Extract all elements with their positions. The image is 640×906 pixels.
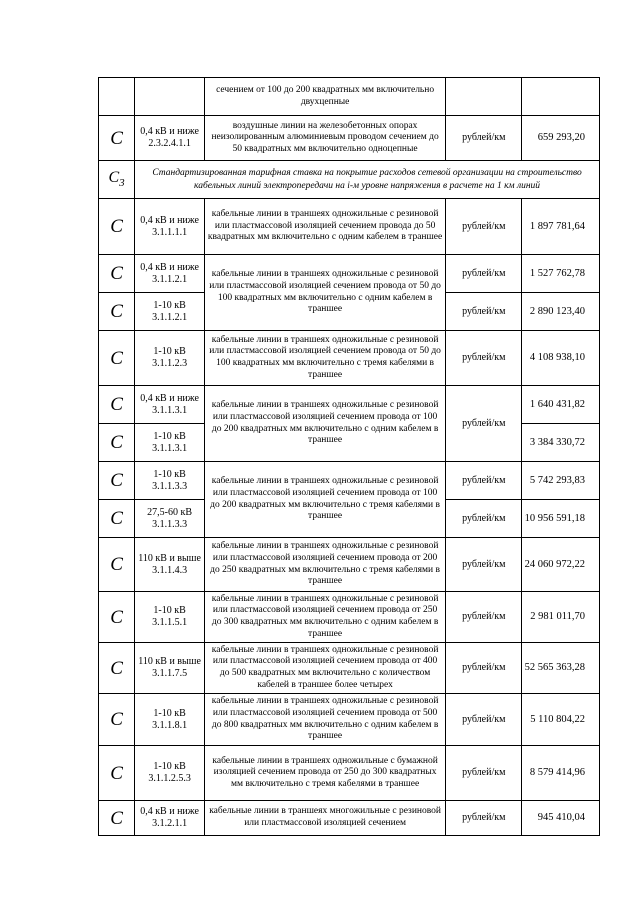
value-cell: 2 981 011,70 — [522, 592, 600, 643]
value-cell: 3 384 330,72 — [522, 424, 600, 462]
level-cell — [135, 746, 205, 801]
description-cell: кабельные линии в траншеях многожильные с резиновой или пластмассовой изоляцией сечением — [205, 801, 446, 836]
description-cell: кабельные линии в траншеях одножильные с резиновой или пластмассовой изоляцией сечением провода от 400 до 500 квадратных мм включительно с количеством кабелей в траншее более четырех — [205, 643, 446, 694]
symbol-cell: C — [99, 592, 135, 643]
rate-code: 3.1.1.3.3 — [152, 480, 188, 492]
value-cell: 5 742 293,83 — [522, 462, 600, 500]
rate-code: 3.1.1.3.3 — [152, 518, 188, 530]
voltage-level: 1-10 кВ — [153, 430, 186, 442]
voltage-level: 110 кВ и выше — [138, 552, 201, 564]
unit-cell: рублей/км — [446, 116, 522, 161]
empty-cell — [446, 78, 522, 116]
table-row — [99, 331, 600, 386]
rate-code: 3.1.1.2.3 — [152, 358, 188, 369]
unit-cell: рублей/км — [446, 694, 522, 746]
level-cell — [135, 293, 205, 331]
level-cell — [135, 500, 205, 538]
voltage-level: 110 кВ и выше — [138, 656, 201, 667]
voltage-level: 0,4 кВ и ниже — [140, 261, 199, 273]
section-symbol-subscript: 3 — [119, 177, 125, 190]
table-row — [99, 462, 600, 500]
rate-code: 3.1.1.4.3 — [152, 564, 188, 576]
voltage-level: 1-10 кВ — [153, 468, 186, 480]
empty-cell — [135, 78, 205, 116]
symbol-cell: C — [99, 746, 135, 801]
voltage-level: 0,4 кВ и ниже — [140, 214, 199, 226]
description-cell: воздушные линии на железобетонных опорах неизолированным алюминиевым проводом сечением до 50 квадратных мм включительно одноцепные — [205, 116, 446, 161]
description-cell: кабельные линии в траншеях одножильные с бумажной изоляцией сечением провода от 250 до 300 квадратных мм включительно с тремя кабелями в траншее — [205, 746, 446, 801]
level-cell — [135, 643, 205, 694]
voltage-level: 0,4 кВ и ниже — [140, 126, 199, 137]
unit-cell: рублей/км — [446, 199, 522, 255]
symbol-cell: C — [99, 643, 135, 694]
value-cell: 52 565 363,28 — [522, 643, 600, 694]
description-cell: кабельные линии в траншеях одножильные с резиновой или пластмассовой изоляцией сечением провода от 100 до 200 квадратных мм включительно с одним кабелем в траншее — [205, 386, 446, 462]
tariff-table — [98, 77, 600, 836]
rate-code: 3.1.1.8.1 — [152, 719, 188, 731]
description-cell: кабельные линии в траншеях одножильные с резиновой или пластмассовой изоляцией сечением провода от 50 до 100 квадратных мм включительно с одним кабелем в траншее — [205, 255, 446, 331]
table-row — [99, 643, 600, 694]
description-cell: кабельные линии в траншеях одножильные с резиновой или пластмассовой изоляцией сечением провода от 100 до 200 квадратных мм включительно с тремя кабелями в траншее — [205, 462, 446, 538]
value-cell: 10 956 591,18 — [522, 500, 600, 538]
unit-cell: рублей/км — [446, 462, 522, 500]
voltage-level: 0,4 кВ и ниже — [140, 806, 199, 817]
level-cell — [135, 801, 205, 836]
unit-cell: рублей/км — [446, 592, 522, 643]
level-cell — [135, 331, 205, 386]
voltage-level: 1-10 кВ — [153, 761, 186, 772]
value-cell: 1 527 762,78 — [522, 255, 600, 293]
symbol-cell: C — [99, 293, 135, 331]
symbol-cell: C — [99, 538, 135, 592]
value-cell: 8 579 414,96 — [522, 746, 600, 801]
value-cell: 4 108 938,10 — [522, 331, 600, 386]
rate-code: 3.1.1.2.1 — [152, 311, 188, 323]
unit-cell: рублей/км — [446, 255, 522, 293]
section-symbol-letter: C — [108, 169, 120, 187]
voltage-level: 1-10 кВ — [153, 299, 186, 311]
symbol-cell: C — [99, 801, 135, 836]
table-row — [99, 694, 600, 746]
empty-cell — [522, 78, 600, 116]
level-cell — [135, 255, 205, 293]
rate-code: 3.1.2.1.1 — [152, 818, 188, 829]
rate-code: 3.1.1.7.5 — [152, 668, 188, 679]
symbol-cell: C — [99, 462, 135, 500]
level-cell — [135, 386, 205, 424]
value-cell: 5 110 804,22 — [522, 694, 600, 746]
value-cell: 659 293,20 — [522, 116, 600, 161]
value-cell: 1 897 781,64 — [522, 199, 600, 255]
level-cell — [135, 694, 205, 746]
unit-cell: рублей/км — [446, 643, 522, 694]
level-cell — [135, 199, 205, 255]
empty-cell — [99, 78, 135, 116]
value-cell: 945 410,04 — [522, 801, 600, 836]
voltage-level: 1-10 кВ — [153, 346, 186, 357]
table-row — [99, 255, 600, 293]
section-title: Стандартизированная тарифная ставка на покрытие расходов сетевой организации на строительство кабельных линий электропередачи на i-м уровне напряжения в расчете на 1 км линий — [135, 161, 600, 199]
level-cell — [135, 592, 205, 643]
rate-code: 3.1.1.2.5.3 — [148, 773, 191, 784]
level-cell — [135, 462, 205, 500]
symbol-cell: C — [99, 331, 135, 386]
rate-code: 3.1.1.2.1 — [152, 273, 188, 285]
description-cell: кабельные линии в траншеях одножильные с резиновой или пластмассовой изоляцией сечением провода от 250 до 300 квадратных мм включительно с одним кабелем в траншее — [205, 592, 446, 643]
description-cell: кабельные линии в траншеях одножильные с резиновой или пластмассовой изоляцией сечением провода до 50 квадратных мм включительно с одним кабелем в траншее — [205, 199, 446, 255]
table-row — [99, 801, 600, 836]
unit-cell: рублей/км — [446, 386, 522, 462]
unit-cell: рублей/км — [446, 801, 522, 836]
section-symbol — [99, 161, 135, 199]
table-row — [99, 592, 600, 643]
table-row — [99, 116, 600, 161]
rate-code: 3.1.1.3.1 — [152, 404, 188, 416]
description-cell: кабельные линии в траншеях одножильные с резиновой или пластмассовой изоляцией сечением провода от 50 до 100 квадратных мм включительно с тремя кабелями в траншее — [205, 331, 446, 386]
rate-code: 2.3.2.4.1.1 — [148, 138, 191, 149]
unit-cell: рублей/км — [446, 331, 522, 386]
symbol-cell: C — [99, 500, 135, 538]
voltage-level: 1-10 кВ — [153, 707, 186, 719]
symbol-cell: C — [99, 694, 135, 746]
value-cell: 24 060 972,22 — [522, 538, 600, 592]
table-row — [99, 538, 600, 592]
rate-code: 3.1.1.3.1 — [152, 442, 188, 454]
level-cell — [135, 116, 205, 161]
section-header-row — [99, 161, 600, 199]
rate-code: 3.1.1.1.1 — [152, 226, 188, 238]
unit-cell: рублей/км — [446, 500, 522, 538]
description-cell: сечением от 100 до 200 квадратных мм включительно двухцепные — [205, 78, 446, 116]
symbol-cell: C — [99, 386, 135, 424]
table-row — [99, 746, 600, 801]
table-row — [99, 78, 600, 116]
voltage-level: 1-10 кВ — [153, 605, 186, 616]
symbol-cell: C — [99, 255, 135, 293]
unit-cell: рублей/км — [446, 293, 522, 331]
description-cell: кабельные линии в траншеях одножильные с резиновой или пластмассовой изоляцией сечением провода от 200 до 250 квадратных мм включительно с тремя кабелями в траншее — [205, 538, 446, 592]
value-cell: 2 890 123,40 — [522, 293, 600, 331]
symbol-cell: C — [99, 116, 135, 161]
table-row — [99, 199, 600, 255]
level-cell — [135, 424, 205, 462]
symbol-cell: C — [99, 424, 135, 462]
description-cell: кабельные линии в траншеях одножильные с резиновой или пластмассовой изоляцией сечением провода от 500 до 800 квадратных мм включительно с одним кабелем в траншее — [205, 694, 446, 746]
table-row — [99, 386, 600, 424]
value-cell: 1 640 431,82 — [522, 386, 600, 424]
rate-code: 3.1.1.5.1 — [152, 617, 188, 628]
unit-cell: рублей/км — [446, 746, 522, 801]
voltage-level: 27,5-60 кВ — [147, 506, 193, 518]
unit-cell: рублей/км — [446, 538, 522, 592]
level-cell — [135, 538, 205, 592]
symbol-cell: C — [99, 199, 135, 255]
voltage-level: 0,4 кВ и ниже — [140, 392, 199, 404]
